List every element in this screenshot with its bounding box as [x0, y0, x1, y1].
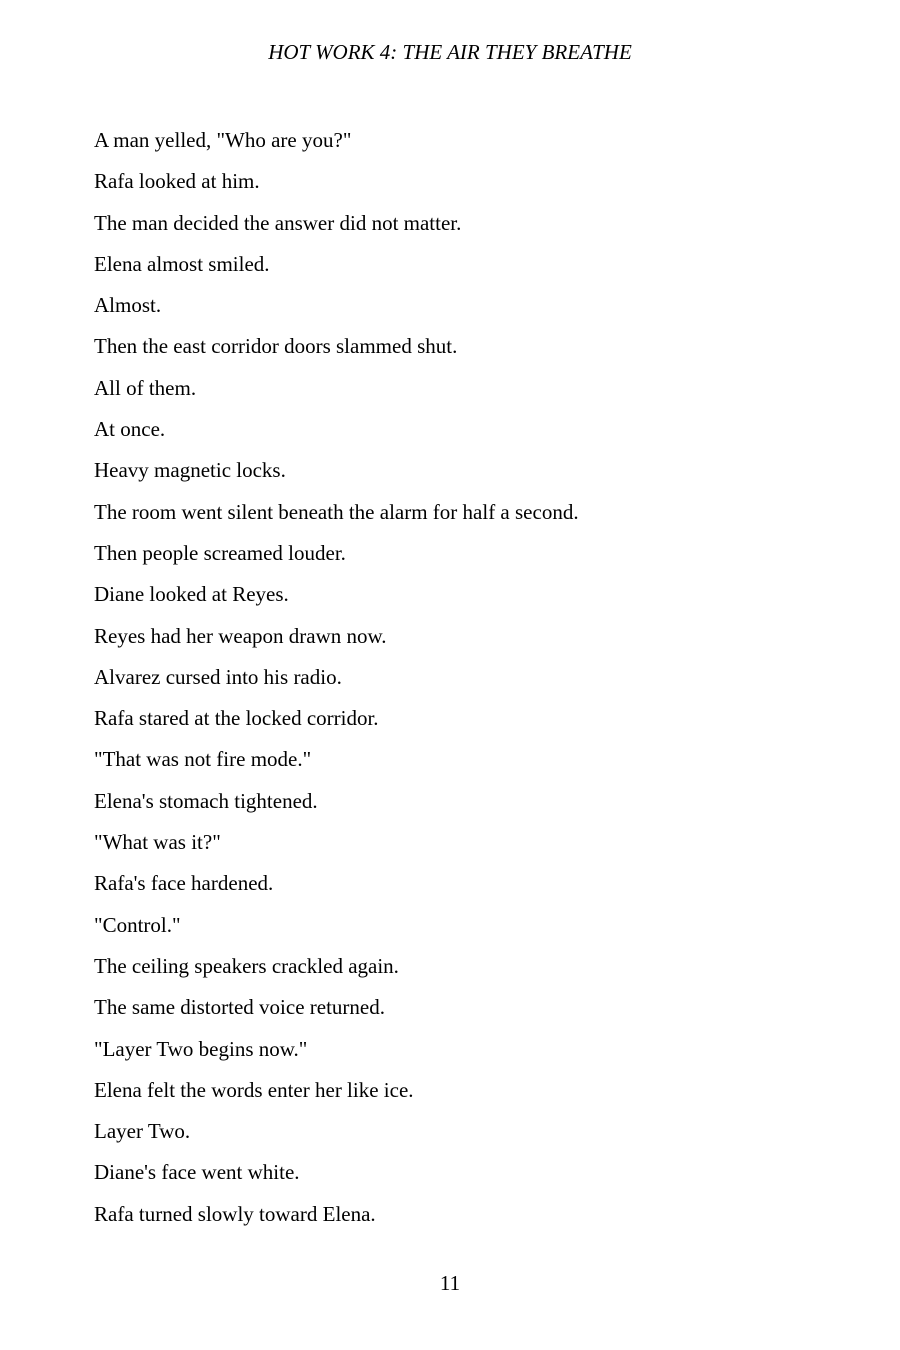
paragraph: Then people screamed louder. — [94, 540, 346, 565]
paragraph: Reyes had her weapon drawn now. — [94, 623, 387, 648]
paragraph: Elena felt the words enter her like ice. — [94, 1077, 414, 1102]
paragraph: A man yelled, "Who are you?" — [94, 128, 352, 152]
paragraph: Rafa looked at him. — [94, 169, 260, 194]
paragraph: Almost. — [94, 293, 162, 318]
paragraph: Diane's face went white. — [94, 1160, 300, 1185]
paragraph: The man decided the answer did not matter. — [94, 210, 462, 235]
paragraph: Rafa stared at the locked corridor. — [94, 706, 379, 731]
paragraph: Rafa turned slowly toward Elena. — [94, 1201, 376, 1226]
paragraph: The room went silent beneath the alarm for half a second. — [94, 499, 579, 524]
paragraph: Elena almost smiled. — [94, 251, 270, 276]
paragraph: The same distorted voice returned. — [94, 995, 385, 1020]
paragraph: Diane looked at Reyes. — [94, 582, 289, 607]
paragraph: Alvarez cursed into his radio. — [94, 664, 342, 689]
paragraph: At once. — [94, 417, 166, 442]
paragraph: "That was not fire mode." — [94, 747, 312, 772]
paragraph: Rafa's face hardened. — [94, 871, 274, 896]
paragraph: Heavy magnetic locks. — [94, 458, 286, 483]
paragraph: "Layer Two begins now." — [94, 1036, 308, 1061]
paragraph: "Control." — [94, 912, 181, 937]
page-number: 11 — [439, 1271, 461, 1295]
paragraph: All of them. — [94, 375, 197, 400]
body-text — [94, 120, 814, 1235]
paragraph: Elena's stomach tightened. — [94, 788, 318, 813]
paragraph: Then the east corridor doors slammed shut. — [94, 334, 458, 359]
paragraph: Layer Two. — [94, 1119, 191, 1144]
paragraph: The ceiling speakers crackled again. — [94, 953, 399, 978]
paragraph: "What was it?" — [94, 830, 221, 855]
running-header: HOT WORK 4: THE AIR THEY BREATHE — [268, 40, 632, 64]
